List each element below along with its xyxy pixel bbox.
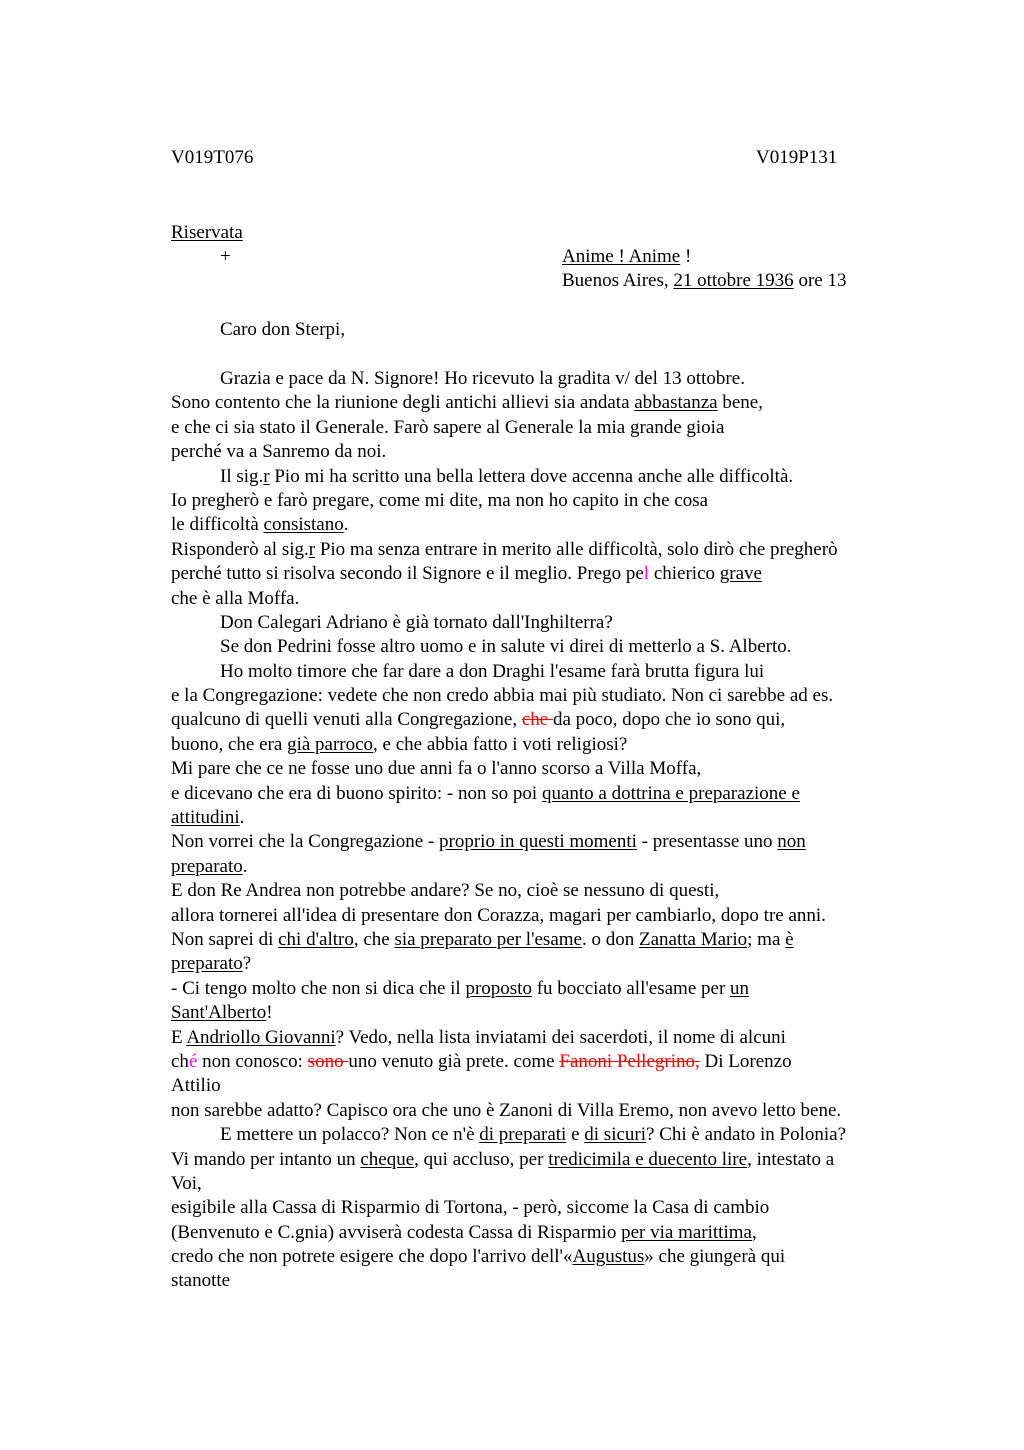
text-segment: Attilio	[171, 1075, 221, 1097]
text-line	[171, 928, 911, 952]
text-segment: Pio ma senza entrare in merito alle difficoltà, solo dirò che pregherò	[315, 538, 838, 560]
text-segment: esigibile alla Cassa di Risparmio di Tortona, - però, siccome la Casa di cambio	[171, 1197, 770, 1219]
text-line	[171, 538, 911, 562]
text-segment: Non vorrei che la Congregazione -	[171, 831, 440, 853]
underlined-text: preparato	[171, 855, 243, 877]
confidential-label: Riservata	[171, 222, 243, 243]
underlined-text: un	[730, 977, 750, 999]
text-segment: Grazia e pace da N. Signore! Ho ricevuto la gradita v/ del 13 ottobre.	[220, 368, 745, 389]
struck-text: che	[521, 709, 553, 731]
text-segment: .	[343, 514, 349, 536]
document-code-right: V019P131	[756, 147, 838, 168]
text-line	[171, 977, 911, 1001]
place-date-line: Buenos Aires, 21 ottobre 1936 ore 13	[562, 270, 847, 291]
text-segment: e che ci sia stato il Generale. Farò sapere al Generale la mia grande gioia	[171, 416, 725, 438]
text-segment: , e che abbia fatto i voti religiosi?	[373, 733, 628, 755]
text-segment: ; ma	[747, 928, 786, 950]
underlined-text: Andriollo Giovanni	[186, 1026, 336, 1048]
text-segment: ch	[171, 1050, 189, 1072]
text-segment: bene,	[717, 392, 763, 414]
text-line	[171, 879, 911, 903]
underlined-text: preparato	[171, 953, 243, 975]
text-segment: ?	[242, 953, 252, 975]
text-line	[171, 782, 911, 806]
text-segment: - Ci tengo molto che non si dica che il	[171, 977, 466, 999]
text-segment: buono, che era	[171, 733, 288, 755]
text-line	[171, 635, 911, 659]
text-line	[171, 660, 911, 684]
text-line	[171, 489, 911, 513]
text-segment: ? Vedo, nella lista inviatami dei sacerdoti, il nome di alcuni	[335, 1026, 786, 1048]
text-line	[171, 1074, 911, 1098]
text-line	[171, 708, 911, 732]
text-segment: Pio mi ha scritto una bella lettera dove accenna anche alle difficoltà.	[269, 465, 794, 487]
salutation: Caro don Sterpi,	[220, 319, 346, 340]
text-line	[171, 1050, 911, 1074]
text-line	[171, 830, 911, 854]
struck-text: Fanoni Pellegrino,	[559, 1050, 700, 1072]
text-line	[171, 440, 911, 464]
text-segment: !	[266, 1002, 273, 1024]
underlined-text: di sicuri	[584, 1124, 647, 1146]
text-segment: stanotte	[171, 1270, 231, 1292]
text-line	[171, 1221, 911, 1245]
text-line	[171, 1196, 911, 1220]
text-segment: Ho molto timore che far dare a don Draghi l'esame farà brutta figura lui	[220, 660, 765, 682]
text-segment: , che	[353, 928, 395, 950]
text-segment: ? Chi è andato in Polonia?	[646, 1124, 846, 1146]
underlined-text: chi d'altro	[278, 928, 354, 950]
text-line	[171, 587, 911, 611]
document-code-left: V019T076	[171, 147, 254, 168]
text-line	[171, 1099, 911, 1123]
text-line	[171, 391, 911, 415]
text-line	[171, 465, 911, 489]
text-segment: .	[242, 855, 248, 877]
text-segment: E mettere un polacco? Non ce n'è	[220, 1124, 480, 1146]
underlined-text: proposto	[465, 977, 532, 999]
text-segment: Non saprei di	[171, 928, 279, 950]
underlined-text: grave	[719, 563, 762, 585]
underlined-text: consistano	[263, 514, 344, 536]
underlined-text: per via marittima	[621, 1221, 752, 1243]
text-segment: fu bocciato all'esame per	[531, 977, 731, 999]
text-line	[171, 855, 911, 879]
text-segment: Don Calegari Adriano è già tornato dall'Inghilterra?	[220, 611, 613, 633]
text-segment: e dicevano che era di buono spirito: - non so poi	[171, 782, 542, 804]
text-segment: Sono contento che la riunione degli antichi allievi sia andata	[171, 392, 635, 414]
underlined-text: tredicimila e duecento lire	[548, 1148, 748, 1170]
text-line	[171, 1269, 911, 1293]
text-line	[171, 684, 911, 708]
letter-body	[171, 367, 911, 1294]
text-segment: E don Re Andrea non potrebbe andare? Se no, cioè se nessuno di questi,	[171, 880, 720, 902]
text-segment: Voi,	[171, 1172, 202, 1194]
underlined-text: è	[785, 928, 794, 950]
underlined-text: proprio in questi momenti	[439, 831, 637, 853]
text-line	[171, 904, 911, 928]
text-segment: Mi pare che ce ne fosse uno due anni fa o l'anno scorso a Villa Moffa,	[171, 758, 702, 780]
underlined-text: cheque	[360, 1148, 415, 1170]
text-line	[171, 416, 911, 440]
text-segment: credo che non potrete esigere che dopo l'arrivo dell'«	[171, 1246, 573, 1268]
underlined-text: quanto a dottrina e preparazione e	[541, 782, 800, 804]
text-line	[171, 611, 911, 635]
text-segment: Di Lorenzo	[699, 1050, 792, 1072]
underlined-text: Sant'Alberto	[171, 1002, 267, 1024]
text-line	[171, 367, 911, 391]
text-segment: Io pregherò e farò pregare, come mi dite, ma non ho capito in che cosa	[171, 489, 709, 511]
text-segment: perché tutto si risolva secondo il Signore e il meglio. Prego pe	[171, 563, 644, 585]
text-segment: non conosco:	[197, 1050, 308, 1072]
text-segment: chierico	[649, 563, 720, 585]
text-segment: non sarebbe adatto? Capisco ora che uno è Zanoni di Villa Eremo, non avevo letto bene.	[171, 1099, 842, 1121]
text-segment: (Benvenuto e C.gnia) avviserà codesta Cassa di Risparmio	[171, 1221, 622, 1243]
text-segment: uno venuto già prete. come	[348, 1050, 560, 1072]
anime-motto: Anime ! Anime !	[562, 246, 692, 267]
underlined-text: già parroco	[287, 733, 374, 755]
text-line	[171, 806, 911, 830]
text-line	[171, 513, 911, 537]
cross-mark: +	[220, 246, 231, 267]
text-segment: , intestato a	[747, 1148, 835, 1170]
text-segment: ,	[751, 1221, 757, 1243]
text-segment: » che giungerà qui	[644, 1246, 786, 1268]
text-line	[171, 1245, 911, 1269]
text-segment: e	[566, 1124, 585, 1146]
inserted-letter: é	[188, 1050, 198, 1072]
text-line	[171, 757, 911, 781]
text-segment: che è alla Moffa.	[171, 587, 300, 609]
underlined-text: r	[263, 465, 270, 487]
text-segment: da poco, dopo che io sono qui,	[553, 709, 786, 731]
inserted-letter: l	[643, 563, 650, 585]
text-line	[171, 952, 911, 976]
text-line	[171, 1026, 911, 1050]
underlined-text: r	[308, 538, 316, 560]
underlined-text: attitudini	[171, 807, 240, 829]
text-segment: .	[239, 807, 245, 829]
text-line	[171, 1172, 911, 1196]
text-line	[171, 1148, 911, 1172]
underlined-text: Zanatta Mario	[638, 928, 748, 950]
text-segment: E	[171, 1026, 187, 1048]
text-line	[171, 733, 911, 757]
underlined-text: Augustus	[572, 1246, 645, 1268]
underlined-text: abbastanza	[634, 392, 718, 414]
text-segment: , qui accluso, per	[414, 1148, 549, 1170]
text-segment: - presentasse uno	[636, 831, 778, 853]
text-segment: Se don Pedrini fosse altro uomo e in salute vi direi di metterlo a S. Alberto.	[220, 636, 792, 658]
text-segment: . o don	[581, 928, 639, 950]
text-segment: perché va a Sanremo da noi.	[171, 441, 387, 463]
text-segment: le difficoltà	[171, 514, 264, 536]
text-segment: qualcuno di quelli venuti alla Congregazione,	[171, 709, 522, 731]
text-line	[171, 562, 911, 586]
text-segment: e la Congregazione: vedete che non credo abbia mai più studiato. Non ci sarebbe ad es.	[171, 685, 834, 707]
underlined-text: sia preparato per l'esame	[394, 928, 582, 950]
text-segment: Il sig.	[220, 465, 264, 487]
text-line	[171, 1123, 911, 1147]
struck-text: sono	[307, 1050, 349, 1072]
underlined-text: non	[777, 831, 806, 853]
text-segment: allora tornerei all'idea di presentare don Corazza, magari per cambiarlo, dopo tre anni.	[171, 904, 826, 926]
text-segment: Vi mando per intanto un	[171, 1148, 361, 1170]
underlined-text: di preparati	[479, 1124, 567, 1146]
text-segment: Risponderò al sig.	[171, 538, 309, 560]
text-line	[171, 1001, 911, 1025]
